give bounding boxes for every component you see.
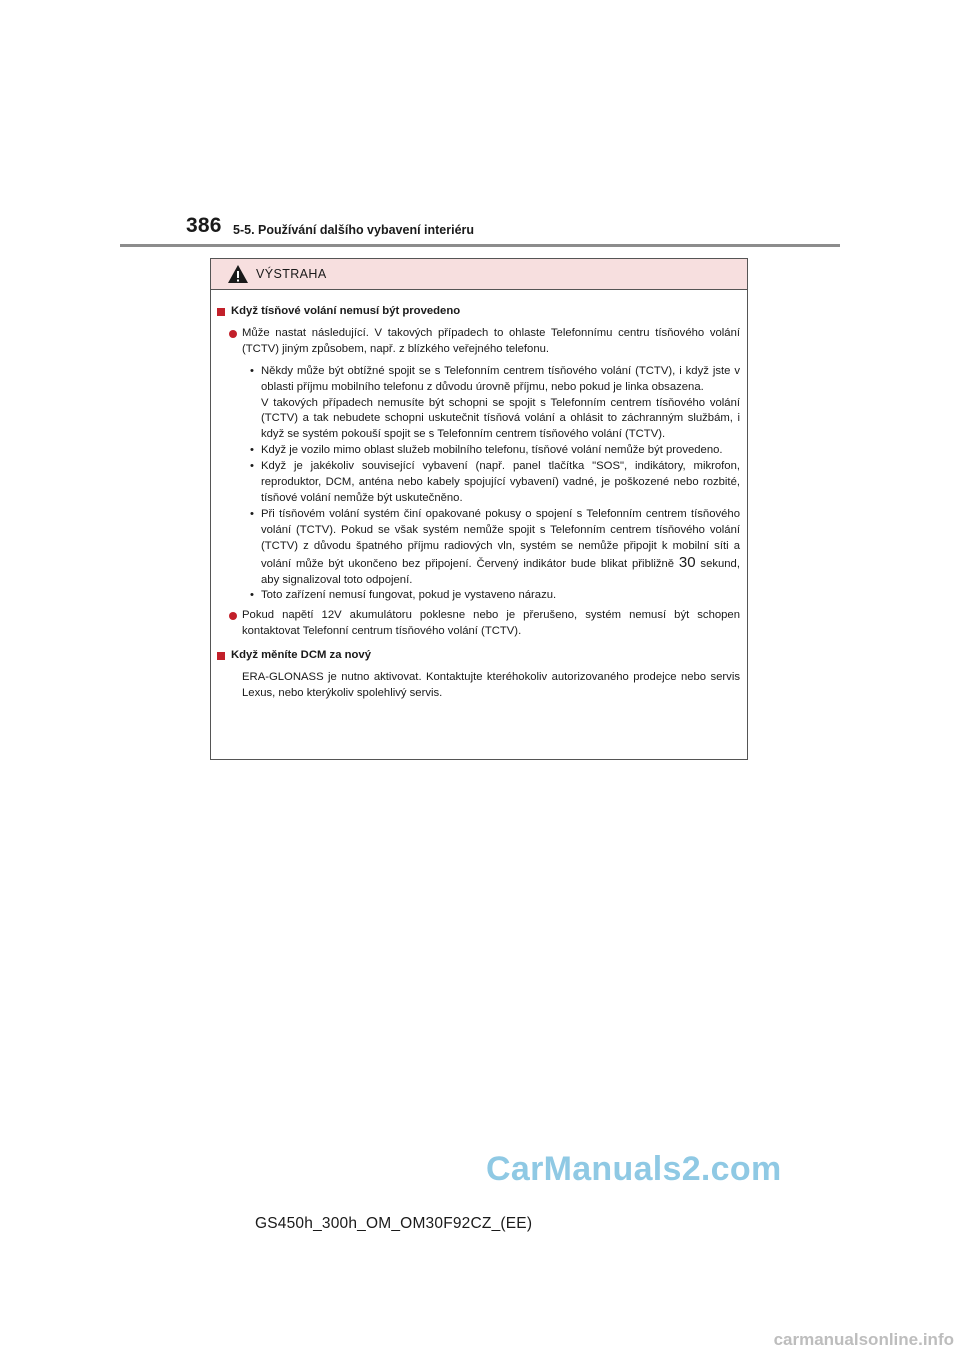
warning-body (211, 290, 747, 702)
sub-item-text-part: Při tísňovém volání systém činí opakované pokusy o spojení s Telefonním centrem tísňového volání (TCTV). Pokud se však systém nemůže spojit s Telefonním centrem tísňového volání (TCTV) z důvodu špatného příjmu radiových vln, systém se nemůže připojit k mobilní síti a volání může být ukončeno bez připojení. Červený indikátor bude blikat přibližně (261, 507, 740, 570)
sub-item (250, 443, 740, 459)
heading-text: Když měníte DCM za nový (231, 649, 371, 662)
bullet-item (217, 326, 740, 358)
bullet-text: Pokud napětí 12V akumulátoru poklesne nebo je přerušeno, systém nemusí být schopen kontaktovat Telefonní centrum tísňového volání (TCTV). (242, 609, 740, 638)
warning-header (211, 259, 747, 290)
section-heading-dcm-replacement (217, 648, 740, 664)
sub-item (250, 507, 740, 589)
warning-title: VÝSTRAHA (256, 267, 327, 281)
sub-item-text: V takových případech nemusíte být schopni se spojit s Telefonním centrem tísňového volání (TCTV) a tak nebudete schopni uskutečnit tísňová volání a ohlásit to záchranným službám, i když se systém pokouší spojit se s Telefonním centrem tísňového volání (TCTV). (261, 396, 740, 441)
sub-item-text (261, 507, 740, 589)
square-bullet-icon (217, 308, 225, 316)
sub-item (250, 459, 740, 507)
footer-doc-code: GS450h_300h_OM_OM30F92CZ_(EE) (255, 1215, 533, 1232)
sub-item (250, 396, 740, 444)
sub-item-mark: • (250, 444, 254, 457)
circle-bullet-icon (229, 612, 237, 620)
circle-bullet-icon (229, 330, 237, 338)
section-title: 5-5. Používání dalšího vybavení interiéru (233, 223, 475, 237)
watermark-text: carmanualsonline.info (773, 1330, 954, 1349)
sub-item-mark: • (250, 364, 254, 377)
bullet-text: Může nastat následující. V takových případech to ohlaste Telefonnímu centru tísňového volání (TCTV) jiným způsobem, např. z blízkého veřejného telefonu. (242, 326, 740, 355)
page-number: 386 (186, 214, 222, 237)
sub-item (250, 364, 740, 396)
warning-box (210, 258, 748, 760)
sub-item-text: Když je vozilo mimo oblast služeb mobilního telefonu, tísňové volání nemůže být provedeno. (261, 444, 723, 457)
sub-item-text: Toto zařízení nemusí fungovat, pokud je vystaveno nárazu. (261, 589, 557, 602)
bullet-item (217, 608, 740, 640)
sub-item-text: Když je jakékoliv související vybavení (např. panel tlačítka "SOS", indikátory, mikrofon, reproduktor, DCM, anténa nebo kabely spojující vybavení) vadné, je poškozené nebo rozbité, tísňové volání nemůže být uskutečněno. (261, 460, 740, 504)
square-bullet-icon (217, 652, 225, 660)
sub-item-mark: • (250, 507, 254, 520)
heading-text: Když tísňové volání nemusí být provedeno (231, 305, 461, 317)
paragraph: ERA-GLONASS je nutno aktivovat. Kontaktujte kteréhokoliv autorizovaného prodejce nebo servis Lexus, nebo kterýkoliv spolehlivý servis. (242, 671, 740, 699)
section-heading-emergency-call (217, 304, 740, 320)
sub-list (217, 364, 740, 605)
duration-number: 30 (678, 553, 696, 571)
watermark-logo: CarManuals2.com (486, 1150, 782, 1188)
sub-item-text: Někdy může být obtížné spojit se s Telefonním centrem tísňového volání (TCTV), i když jste v oblasti příjmu mobilního telefonu z důvodu úrovně příjmu, nebo pokud je linka obsazena. (261, 364, 740, 393)
header-rule (120, 244, 840, 247)
sub-item-mark: • (250, 460, 254, 473)
sub-item-mark: • (250, 589, 254, 602)
warning-triangle-icon (227, 264, 249, 284)
sub-item-text-part: sekund, aby signalizoval toto odpojení. (261, 557, 740, 586)
sub-item (250, 588, 740, 604)
